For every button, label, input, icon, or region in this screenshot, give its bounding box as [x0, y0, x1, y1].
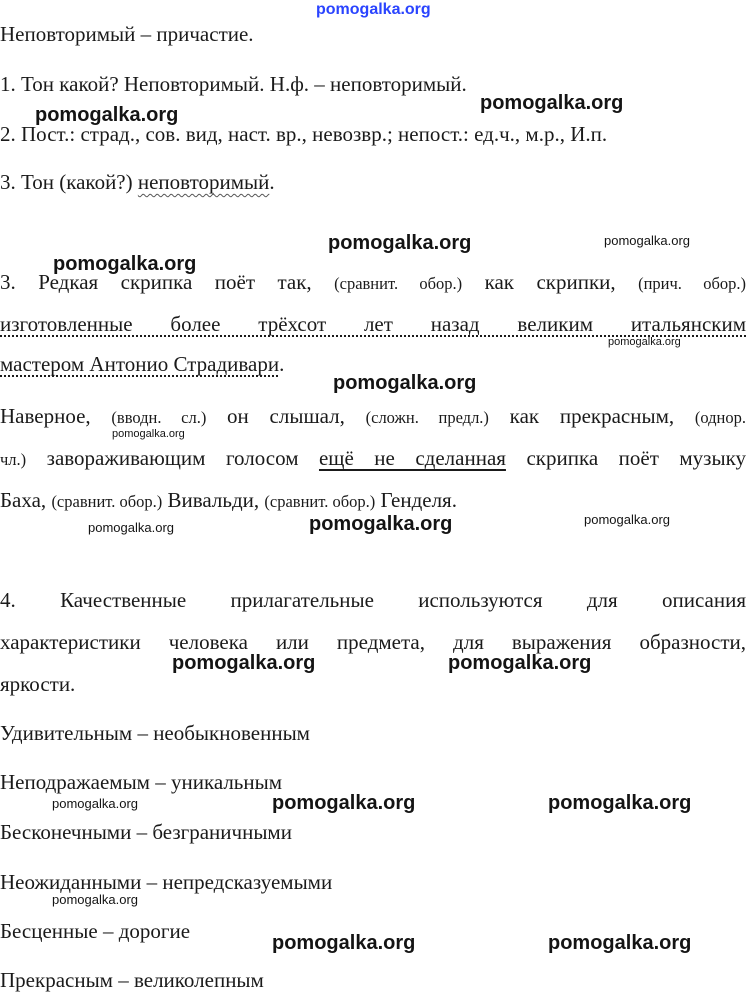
annotation: (вводн. сл.): [111, 408, 207, 427]
watermark: pomogalka.org: [604, 233, 690, 248]
text: 3. Редкая скрипка поёт так,: [0, 270, 335, 294]
text: как прекрасным,: [488, 404, 695, 428]
watermark: pomogalka.org: [272, 932, 416, 954]
underlined-word: неповторимый: [137, 170, 270, 194]
annotation: (сравнит. обор.): [334, 274, 463, 293]
text: .: [269, 170, 275, 194]
text: .: [279, 352, 285, 376]
analysis-line-2: 2. Пост.: страд., сов. вид, наст. вр., невозвр.; непост.: ед.ч., м.р., И.п.: [0, 122, 608, 146]
watermark: pomogalka.org: [52, 796, 138, 811]
heading-line: Неповторимый – причастие.: [0, 22, 254, 46]
watermark: pomogalka.org: [35, 104, 179, 126]
annotation: (сравнит. обор.): [264, 492, 376, 511]
watermark: pomogalka.org: [112, 428, 185, 440]
annotation: чл.): [0, 450, 27, 469]
site-watermark-top[interactable]: pomogalka.org: [316, 1, 431, 18]
underlined-phrase: мастером Антонио Страдивари: [0, 352, 280, 376]
annotation: (сложн. предл.): [365, 408, 489, 427]
synonym-pair: Неподражаемым – уникальным: [0, 770, 283, 794]
text: он слышал,: [206, 404, 366, 428]
text: как скрипки,: [462, 270, 639, 294]
task4-line-2: характеристики человека или предмета, для выражения образности,: [0, 630, 746, 654]
watermark: pomogalka.org: [608, 336, 681, 348]
sentence-line-2: изготовленные более трёхсот лет назад великим итальянским: [0, 312, 746, 336]
sentence-line-3: [0, 352, 284, 376]
underlined-phrase: ещё не сделанная: [318, 446, 506, 470]
watermark: pomogalka.org: [548, 932, 692, 954]
synonym-pair: Удивительным – необыкновенным: [0, 721, 310, 745]
watermark: pomogalka.org: [548, 792, 692, 814]
watermark: pomogalka.org: [328, 232, 472, 254]
watermark: pomogalka.org: [584, 512, 670, 527]
annotation: (прич. обор.): [638, 274, 747, 293]
text: Генделя.: [375, 488, 457, 512]
task4-line-1: 4. Качественные прилагательные используются для описания: [0, 588, 746, 612]
synonym-pair: Бесценные – дорогие: [0, 919, 191, 943]
watermark: pomogalka.org: [272, 792, 416, 814]
watermark: pomogalka.org: [88, 520, 174, 535]
text: 3. Тон (какой?): [0, 170, 138, 194]
synonym-pair: Прекрасным – великолепным: [0, 968, 264, 992]
watermark: pomogalka.org: [53, 253, 197, 275]
watermark: pomogalka.org: [448, 652, 592, 674]
annotation: (однор.: [694, 408, 747, 427]
sentence-2-line-3: [0, 488, 457, 514]
synonym-pair: Бесконечными – безграничными: [0, 820, 292, 844]
task4-line-3: яркости.: [0, 672, 76, 696]
watermark: pomogalka.org: [333, 372, 477, 394]
text: скрипка поёт музыку: [505, 446, 746, 470]
synonym-pair: Неожиданными – непредсказуемыми: [0, 870, 333, 894]
sentence-2-line-2: [0, 446, 746, 472]
text: завораживающим голосом: [26, 446, 319, 470]
analysis-line-3: [0, 170, 275, 194]
text: Вивальди,: [162, 488, 265, 512]
text: Баха,: [0, 488, 52, 512]
text: Наверное,: [0, 404, 112, 428]
sentence-2-line-1: [0, 404, 746, 430]
watermark: pomogalka.org: [480, 92, 624, 114]
watermark: pomogalka.org: [52, 892, 138, 907]
annotation: (сравнит. обор.): [51, 492, 163, 511]
watermark: pomogalka.org: [172, 652, 316, 674]
analysis-line-1: 1. Тон какой? Неповторимый. Н.ф. – неповторимый.: [0, 72, 467, 96]
watermark: pomogalka.org: [309, 513, 453, 535]
